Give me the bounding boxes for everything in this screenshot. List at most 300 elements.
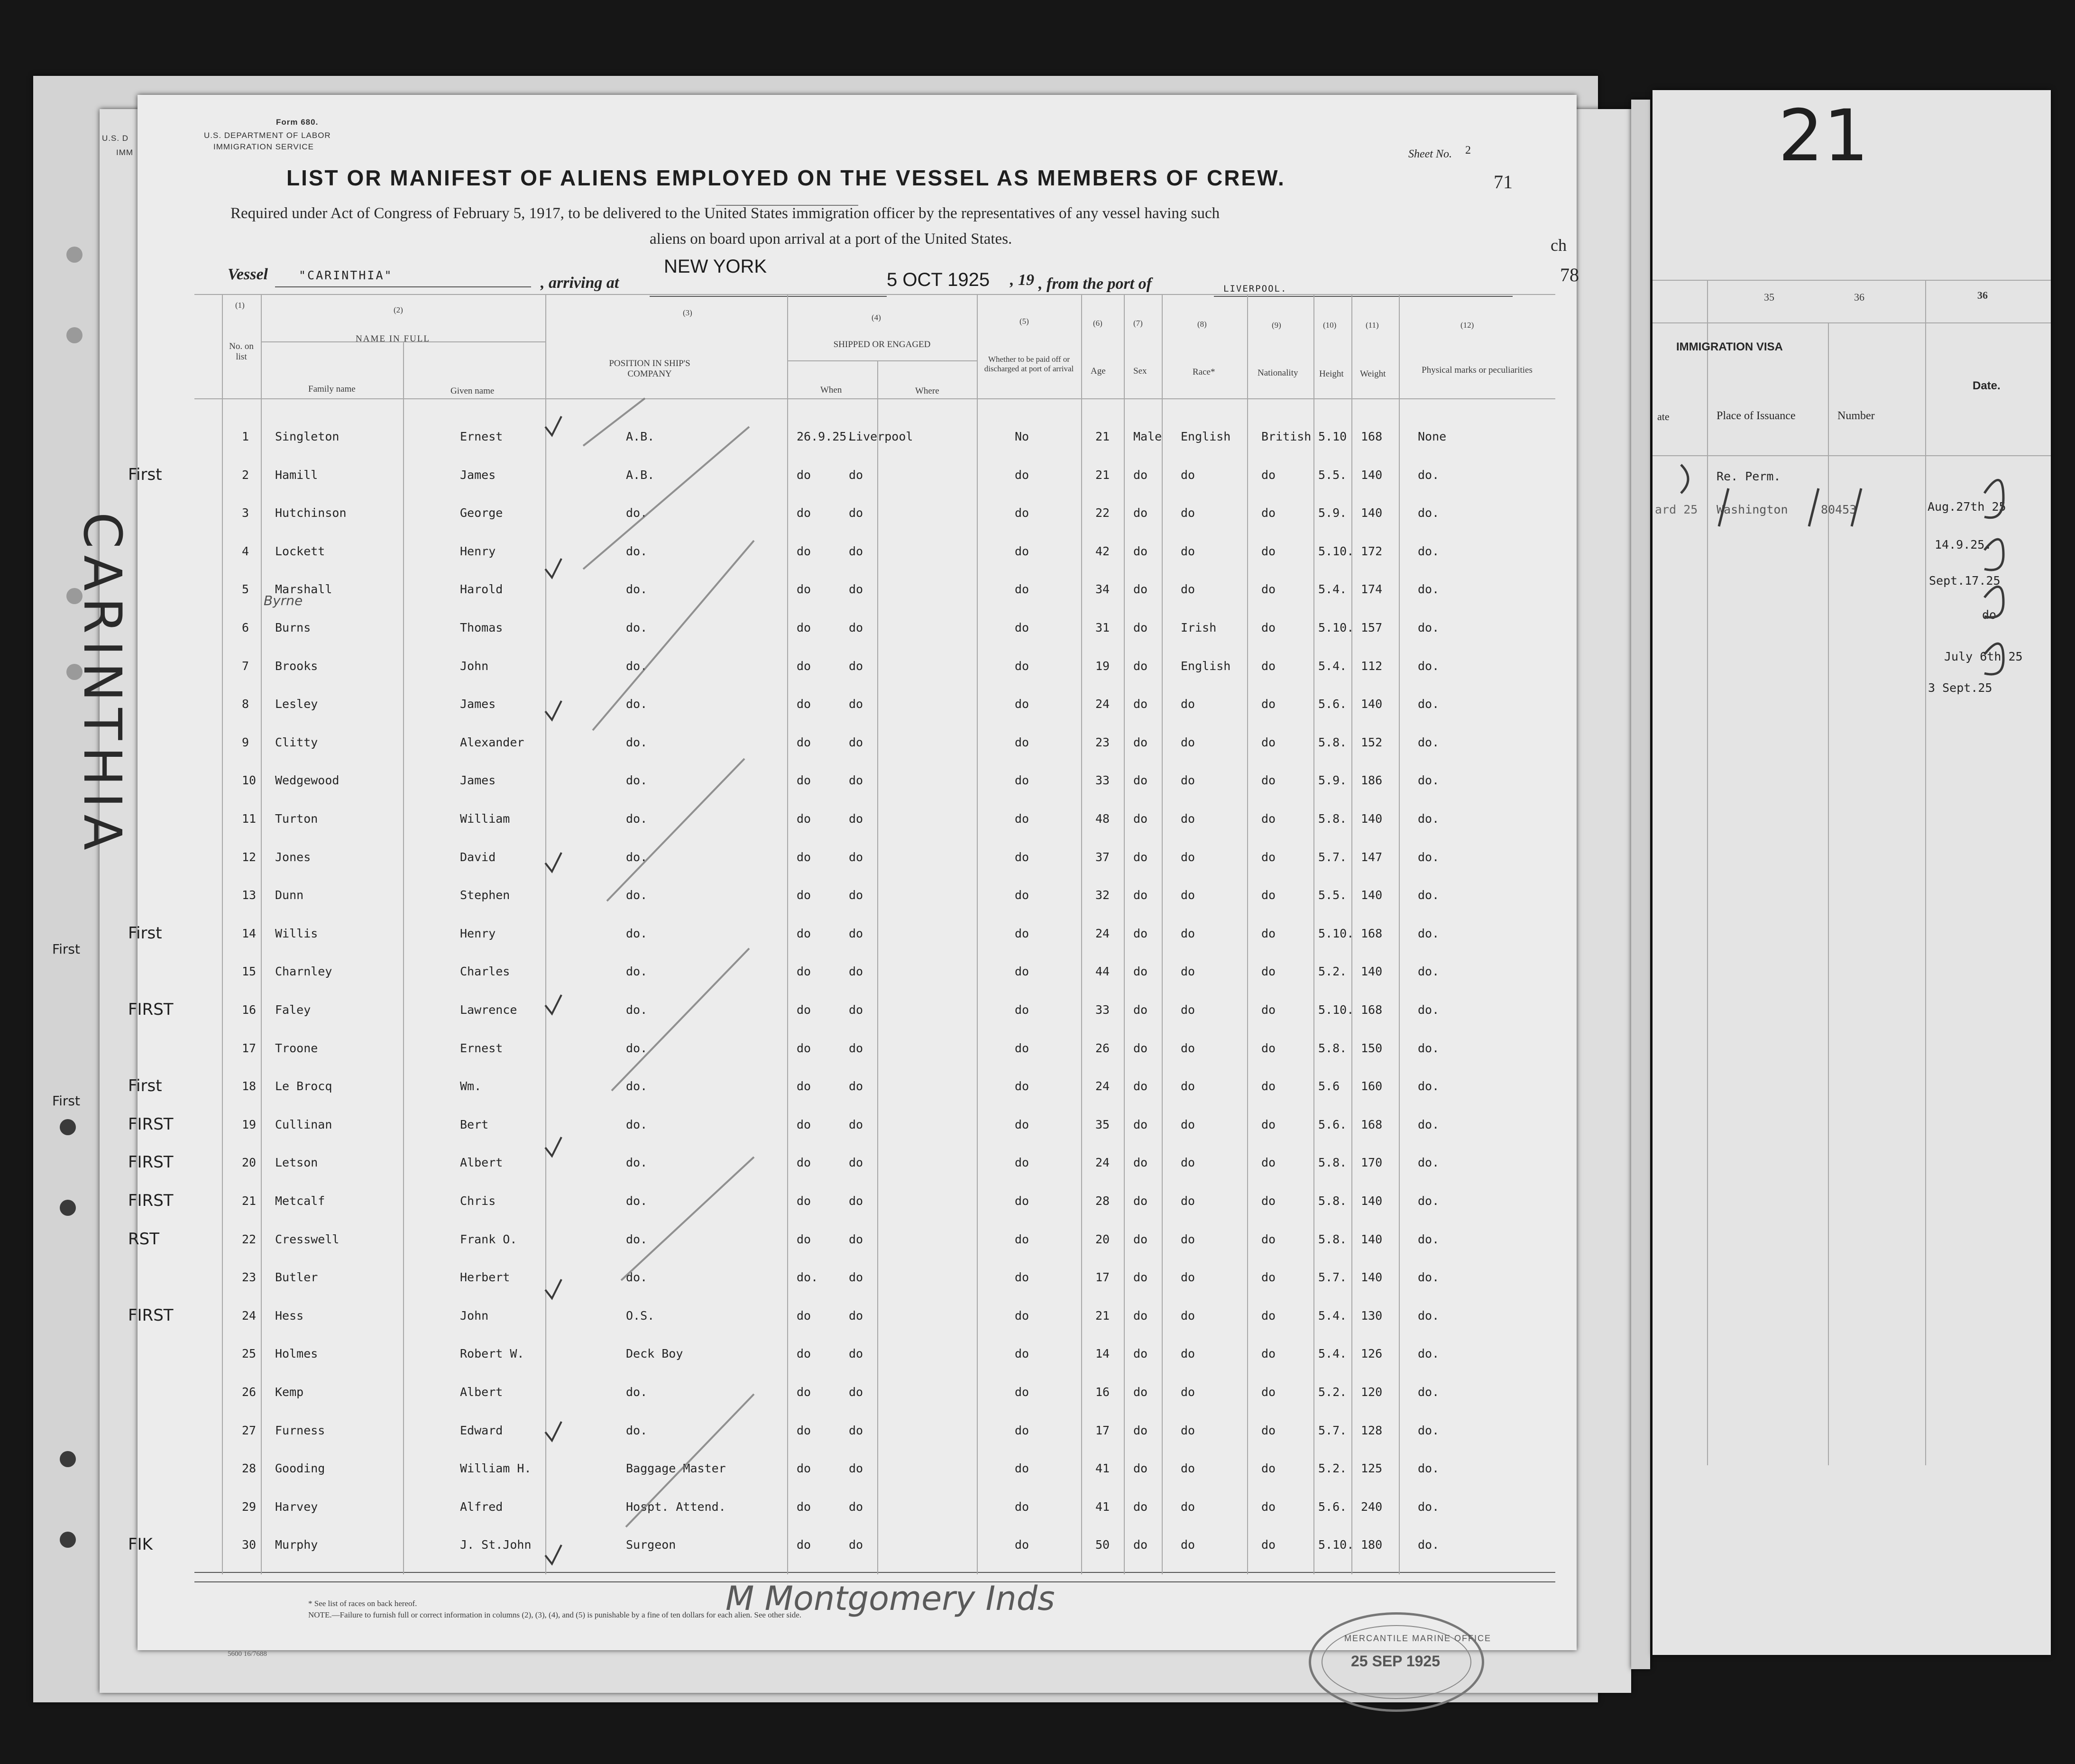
cell-marks: do. xyxy=(1418,1117,1440,1131)
cell-no: 8 xyxy=(242,697,249,711)
cell-nationality: do xyxy=(1261,735,1276,749)
margin-note: FIRST xyxy=(128,1191,174,1210)
edge-fragment: IMM xyxy=(116,148,134,157)
binder-hole xyxy=(66,327,83,343)
col-num: (5) xyxy=(1019,317,1029,326)
cell-position: do. xyxy=(626,926,648,940)
cell-position: do. xyxy=(626,1194,648,1208)
cell-given: Robert W. xyxy=(460,1347,524,1361)
cell-family: Gooding xyxy=(275,1461,325,1476)
cell-height: 5.4. xyxy=(1318,659,1347,673)
cell-weight: 147 xyxy=(1361,850,1383,864)
cell-where: do xyxy=(849,697,863,711)
cell-weight: 168 xyxy=(1361,1003,1383,1017)
cell-family: Brooks xyxy=(275,659,318,673)
cell-where: do xyxy=(849,1385,863,1399)
cell-weight: 180 xyxy=(1361,1538,1383,1552)
cell-weight: 140 xyxy=(1361,1270,1383,1285)
cell-sex: do xyxy=(1133,468,1148,482)
cell-age: 42 xyxy=(1095,544,1110,558)
cell-sex: do xyxy=(1133,1347,1148,1361)
cell-when: 26.9.25. xyxy=(797,430,854,443)
mercantile-marine-stamp xyxy=(1309,1612,1492,1712)
col-num: (8) xyxy=(1197,320,1207,329)
header-position: POSITION IN SHIP'S COMPANY xyxy=(609,358,690,379)
margin-note-first: First xyxy=(52,941,80,957)
vessel-name: "CARINTHIA" xyxy=(299,268,393,282)
col-num: (6) xyxy=(1093,319,1102,328)
cell-race: do xyxy=(1181,1117,1195,1131)
cell-where: do xyxy=(849,1003,863,1017)
header-physical-marks: Physical marks or peculiarities xyxy=(1422,365,1533,375)
cell-no: 16 xyxy=(242,1003,257,1017)
cell-when: do xyxy=(797,1499,811,1514)
col-num: (11) xyxy=(1366,321,1379,330)
cell-position: do. xyxy=(626,850,648,864)
department-name: U.S. DEPARTMENT OF LABOR xyxy=(204,131,331,140)
manifest-title: LIST OR MANIFEST OF ALIENS EMPLOYED ON THE VESSEL AS MEMBERS OF CREW. xyxy=(286,165,1285,190)
margin-note-first: First xyxy=(52,1093,80,1109)
cell-height: 5.2. xyxy=(1318,1385,1347,1399)
cell-paid: do xyxy=(1015,1079,1029,1093)
header-given-name: Given name xyxy=(450,386,495,396)
cell-when: do xyxy=(797,468,811,482)
cell-paid: do xyxy=(1015,888,1029,902)
cell-given: James xyxy=(460,773,496,788)
cell-family: Holmes xyxy=(275,1347,318,1361)
binding-edge xyxy=(1631,100,1650,1669)
visa-date: do xyxy=(1982,608,1997,622)
cell-marks: do. xyxy=(1418,582,1440,597)
cell-given: Thomas xyxy=(460,621,503,634)
visa-date: 14.9.25. xyxy=(1935,538,1992,551)
cell-nationality: do xyxy=(1261,468,1276,482)
cell-paid: do xyxy=(1015,1308,1029,1323)
cell-age: 26 xyxy=(1095,1041,1110,1055)
cell-age: 17 xyxy=(1095,1423,1110,1437)
cell-position: do. xyxy=(626,1041,648,1055)
cell-race: do xyxy=(1181,1347,1195,1361)
header-paid-off: Whether to be paid off or discharged at port of arrival xyxy=(984,355,1074,373)
cell-when: do xyxy=(797,888,811,902)
cell-race: do xyxy=(1181,735,1195,749)
cell-sex: do xyxy=(1133,1003,1148,1017)
margin-note: First xyxy=(128,923,162,943)
cell-nationality: do xyxy=(1261,773,1276,788)
cell-no: 22 xyxy=(242,1232,257,1246)
cell-no: 9 xyxy=(242,735,249,749)
cell-sex: do xyxy=(1133,697,1148,711)
cell-paid: do xyxy=(1015,1499,1029,1514)
cell-race: do xyxy=(1181,1385,1195,1399)
margin-note: FIK xyxy=(128,1535,153,1554)
cell-where: do xyxy=(849,1308,863,1323)
cell-sex: do xyxy=(1133,1270,1148,1285)
header-nationality: Nationality xyxy=(1258,368,1298,378)
cell-nationality: do xyxy=(1261,1461,1276,1476)
cell-given: Albert xyxy=(460,1385,503,1399)
cell-given: Herbert xyxy=(460,1270,510,1285)
cell-race: do xyxy=(1181,1041,1195,1055)
cell-marks: do. xyxy=(1418,544,1440,558)
cell-marks: None xyxy=(1418,430,1447,443)
cell-sex: do xyxy=(1133,850,1148,864)
cell-family: Hess xyxy=(275,1308,304,1323)
cell-sex: do xyxy=(1133,544,1148,558)
header-weight: Weight xyxy=(1360,369,1386,379)
cell-paid: do xyxy=(1015,582,1029,597)
cell-age: 16 xyxy=(1095,1385,1110,1399)
cell-family: Hutchinson xyxy=(275,506,347,520)
header-family-name: Family name xyxy=(308,384,356,394)
cell-where: do xyxy=(849,926,863,940)
cell-position: do. xyxy=(626,621,648,634)
cell-marks: do. xyxy=(1418,1041,1440,1055)
cell-family: Furness xyxy=(275,1423,325,1437)
cell-race: English xyxy=(1181,430,1231,443)
cell-no: 6 xyxy=(242,621,249,634)
cell-no: 7 xyxy=(242,659,249,673)
header-race: Race* xyxy=(1193,367,1215,377)
cell-when: do xyxy=(797,506,811,520)
cell-marks: do. xyxy=(1418,926,1440,940)
margin-note: RST xyxy=(128,1229,159,1249)
cell-given: William H. xyxy=(460,1461,532,1476)
cell-paid: do xyxy=(1015,1385,1029,1399)
cell-no: 3 xyxy=(242,506,249,520)
cell-when: do xyxy=(797,1308,811,1323)
cell-nationality: do xyxy=(1261,1499,1276,1514)
cell-no: 11 xyxy=(242,812,257,826)
cell-family: Metcalf xyxy=(275,1194,325,1208)
cell-where: do xyxy=(849,659,863,673)
cell-position: do. xyxy=(626,1117,648,1131)
footer-note: NOTE.—Failure to furnish full or correct information in columns (2), (3), (4), and (5) is punishable by a fine of ten dollars for each alien. See other side. xyxy=(308,1610,802,1619)
cell-family: Faley xyxy=(275,1003,311,1017)
cell-no: 1 xyxy=(242,430,249,443)
cell-sex: do xyxy=(1133,1499,1148,1514)
cell-marks: do. xyxy=(1418,1538,1440,1552)
col-num: 35 xyxy=(1764,291,1774,303)
cell-no: 12 xyxy=(242,850,257,864)
cell-height: 5.8. xyxy=(1318,735,1347,749)
cell-when: do xyxy=(797,1156,811,1170)
page-number: 71 xyxy=(1494,171,1513,193)
col-num: (1) xyxy=(235,301,245,310)
cell-height: 5.4. xyxy=(1318,1308,1347,1323)
cell-family: Dunn xyxy=(275,888,304,902)
cell-where: do xyxy=(849,506,863,520)
cell-family: Turton xyxy=(275,812,318,826)
cell-where: Liverpool xyxy=(849,430,913,443)
cell-height: 5.10. xyxy=(1318,926,1354,940)
cell-family: Wedgewood xyxy=(275,773,340,788)
cell-sex: do xyxy=(1133,1385,1148,1399)
cell-where: do xyxy=(849,1156,863,1170)
col-num: (10) xyxy=(1323,321,1337,330)
cell-given: Henry xyxy=(460,926,496,940)
cell-when: do xyxy=(797,1347,811,1361)
cell-when: do. xyxy=(797,1270,818,1285)
binder-hole xyxy=(66,247,83,263)
cell-position: do. xyxy=(626,697,648,711)
visa-place: Washington xyxy=(1717,503,1788,516)
cell-given: Lawrence xyxy=(460,1003,517,1017)
cell-given: David xyxy=(460,850,496,864)
cell-race: do xyxy=(1181,812,1195,826)
cell-race: do xyxy=(1181,850,1195,864)
cell-paid: do xyxy=(1015,697,1029,711)
cell-paid: do xyxy=(1015,1041,1029,1055)
cell-race: Irish xyxy=(1181,621,1217,634)
cell-age: 48 xyxy=(1095,812,1110,826)
cell-family: Harvey xyxy=(275,1499,318,1514)
cell-age: 34 xyxy=(1095,582,1110,597)
cell-weight: 130 xyxy=(1361,1308,1383,1323)
cell-family: Singleton xyxy=(275,430,340,443)
cell-paid: do xyxy=(1015,1117,1029,1131)
cell-when: do xyxy=(797,965,811,979)
cell-given: Frank O. xyxy=(460,1232,517,1246)
cell-weight: 140 xyxy=(1361,506,1383,520)
cell-height: 5.7. xyxy=(1318,1423,1347,1437)
cell-paid: No xyxy=(1015,430,1029,443)
cell-marks: do. xyxy=(1418,1347,1440,1361)
header-name-in-full: NAME IN FULL xyxy=(356,334,430,344)
cell-when: do xyxy=(797,582,811,597)
cell-where: do xyxy=(849,965,863,979)
cell-no: 15 xyxy=(242,965,257,979)
cell-height: 5.10 xyxy=(1318,430,1347,443)
cell-sex: do xyxy=(1133,926,1148,940)
cell-position: Baggage Master xyxy=(626,1461,726,1476)
cell-weight: 140 xyxy=(1361,1232,1383,1246)
cell-no: 26 xyxy=(242,1385,257,1399)
cell-given: Albert xyxy=(460,1156,503,1170)
year-suffix: , 19 xyxy=(1010,271,1034,289)
cell-race: do xyxy=(1181,1461,1195,1476)
cell-given: James xyxy=(460,697,496,711)
cell-where: do xyxy=(849,1079,863,1093)
cell-no: 4 xyxy=(242,544,249,558)
visa-date: Sept.17.25 xyxy=(1929,574,2001,588)
manifest-sheet xyxy=(128,95,1577,1658)
cell-race: do xyxy=(1181,1270,1195,1285)
cell-position: Hospt. Attend. xyxy=(626,1499,726,1514)
cell-marks: do. xyxy=(1418,1461,1440,1476)
cell-family: Letson xyxy=(275,1156,318,1170)
header-shipped: SHIPPED OR ENGAGED xyxy=(833,340,931,349)
cell-age: 24 xyxy=(1095,697,1110,711)
cell-height: 5.8. xyxy=(1318,1232,1347,1246)
cell-given: J. St.John xyxy=(460,1538,532,1552)
cell-given: George xyxy=(460,506,503,520)
cell-when: do xyxy=(797,1538,811,1552)
cell-nationality: do xyxy=(1261,965,1276,979)
cell-height: 5.4. xyxy=(1318,1347,1347,1361)
cell-where: do xyxy=(849,1347,863,1361)
cell-height: 5.6 xyxy=(1318,1079,1340,1093)
cell-nationality: do xyxy=(1261,697,1276,711)
cell-marks: do. xyxy=(1418,850,1440,864)
cell-where: do xyxy=(849,1117,863,1131)
cell-sex: do xyxy=(1133,1423,1148,1437)
cell-where: do xyxy=(849,1423,863,1437)
cell-when: do xyxy=(797,1232,811,1246)
cell-given: John xyxy=(460,1308,489,1323)
cell-when: do xyxy=(797,926,811,940)
cell-age: 19 xyxy=(1095,659,1110,673)
cell-no: 13 xyxy=(242,888,257,902)
cell-given: Edward xyxy=(460,1423,503,1437)
margin-note: FIRST xyxy=(128,1114,174,1134)
cell-nationality: do xyxy=(1261,1270,1276,1285)
cell-position: do. xyxy=(626,1156,648,1170)
cell-height: 5.5. xyxy=(1318,888,1347,902)
cell-given: Alexander xyxy=(460,735,524,749)
cell-nationality: do xyxy=(1261,812,1276,826)
col-num: (3) xyxy=(683,308,692,317)
cell-marks: do. xyxy=(1418,468,1440,482)
visa-ate-header: ate xyxy=(1657,411,1670,423)
cell-family: Clitty xyxy=(275,735,318,749)
cell-race: do xyxy=(1181,506,1195,520)
cell-when: do xyxy=(797,1041,811,1055)
cell-paid: do xyxy=(1015,1270,1029,1285)
cell-race: do xyxy=(1181,1232,1195,1246)
stamp-date: 25 SEP 1925 xyxy=(1351,1653,1441,1670)
cell-family: Cullinan xyxy=(275,1117,332,1131)
cell-race: do xyxy=(1181,1079,1195,1093)
cell-weight: 168 xyxy=(1361,430,1383,443)
cell-family: Butler xyxy=(275,1270,318,1285)
cell-position: do. xyxy=(626,659,648,673)
cell-age: 37 xyxy=(1095,850,1110,864)
footnote-races: * See list of races on back hereof. xyxy=(308,1599,417,1608)
cell-when: do xyxy=(797,1117,811,1131)
cell-age: 20 xyxy=(1095,1232,1110,1246)
cell-nationality: do xyxy=(1261,1041,1276,1055)
cell-given: Harold xyxy=(460,582,503,597)
cell-age: 17 xyxy=(1095,1270,1110,1285)
cell-weight: 140 xyxy=(1361,468,1383,482)
cell-marks: do. xyxy=(1418,965,1440,979)
handwritten-correction: Byrne xyxy=(264,593,303,608)
cell-age: 23 xyxy=(1095,735,1110,749)
cell-sex: do xyxy=(1133,1232,1148,1246)
cell-sex: do xyxy=(1133,888,1148,902)
visa-date: 3 Sept.25 xyxy=(1928,681,1992,695)
cell-no: 29 xyxy=(242,1499,257,1514)
cell-height: 5.10. xyxy=(1318,621,1354,634)
cell-when: do xyxy=(797,544,811,558)
cell-where: do xyxy=(849,1232,863,1246)
cell-height: 5.8. xyxy=(1318,1041,1347,1055)
cell-race: do xyxy=(1181,468,1195,482)
cell-family: Hamill xyxy=(275,468,318,482)
cell-paid: do xyxy=(1015,850,1029,864)
cell-no: 17 xyxy=(242,1041,257,1055)
cell-weight: 140 xyxy=(1361,1194,1383,1208)
cell-nationality: do xyxy=(1261,1232,1276,1246)
cell-family: Troone xyxy=(275,1041,318,1055)
cell-nationality: do xyxy=(1261,1538,1276,1552)
cell-race: do xyxy=(1181,1003,1195,1017)
cell-height: 5.8. xyxy=(1318,812,1347,826)
cell-when: do xyxy=(797,735,811,749)
col-num: (12) xyxy=(1460,321,1474,330)
cell-age: 28 xyxy=(1095,1194,1110,1208)
subtitle-line-2: aliens on board upon arrival at a port of the United States. xyxy=(650,230,1012,248)
arriving-label: , arriving at xyxy=(541,274,619,292)
cell-marks: do. xyxy=(1418,1156,1440,1170)
place-of-issuance-header: Place of Issuance xyxy=(1717,410,1796,422)
port-from: LIVERPOOL. xyxy=(1223,284,1287,294)
cell-sex: do xyxy=(1133,1041,1148,1055)
cell-race: do xyxy=(1181,1156,1195,1170)
cell-age: 22 xyxy=(1095,506,1110,520)
cell-given: Chris xyxy=(460,1194,496,1208)
cell-age: 33 xyxy=(1095,1003,1110,1017)
cell-sex: do xyxy=(1133,1156,1148,1170)
visa-date: July 6th 25 xyxy=(1944,650,2023,663)
cell-paid: do xyxy=(1015,1423,1029,1437)
cell-where: do xyxy=(849,582,863,597)
cell-where: do xyxy=(849,1461,863,1476)
cell-family: Lockett xyxy=(275,544,325,558)
cell-sex: do xyxy=(1133,659,1148,673)
cell-no: 24 xyxy=(242,1308,257,1323)
header-where: Where xyxy=(915,386,939,396)
form-number: Form 680. xyxy=(276,118,319,127)
cell-weight: 150 xyxy=(1361,1041,1383,1055)
cell-nationality: do xyxy=(1261,850,1276,864)
cell-race: do xyxy=(1181,1423,1195,1437)
header-height: Height xyxy=(1319,369,1344,379)
cell-age: 14 xyxy=(1095,1347,1110,1361)
cell-sex: do xyxy=(1133,1079,1148,1093)
cell-when: do xyxy=(797,697,811,711)
stamp-text: MERCANTILE MARINE OFFICE xyxy=(1344,1634,1492,1643)
cell-marks: do. xyxy=(1418,735,1440,749)
cell-where: do xyxy=(849,773,863,788)
cell-weight: 140 xyxy=(1361,697,1383,711)
cell-where: do xyxy=(849,1194,863,1208)
cell-where: do xyxy=(849,850,863,864)
side-handwritten-vessel: CARINTHIA xyxy=(72,512,133,857)
right-visa-sheet xyxy=(1653,90,2051,1655)
visa-header-rule xyxy=(1653,322,2051,323)
cell-sex: do xyxy=(1133,1461,1148,1476)
cell-given: Alfred xyxy=(460,1499,503,1514)
cell-race: do xyxy=(1181,697,1195,711)
cell-sex: do xyxy=(1133,773,1148,788)
cell-no: 27 xyxy=(242,1423,257,1437)
cell-weight: 174 xyxy=(1361,582,1383,597)
cell-where: do xyxy=(849,621,863,634)
visa-fragment: ard 25 xyxy=(1655,503,1698,516)
cell-nationality: do xyxy=(1261,1194,1276,1208)
cell-nationality: do xyxy=(1261,1423,1276,1437)
cell-weight: 140 xyxy=(1361,812,1383,826)
cell-weight: 157 xyxy=(1361,621,1383,634)
cell-weight: 128 xyxy=(1361,1423,1383,1437)
cell-nationality: do xyxy=(1261,888,1276,902)
cell-weight: 240 xyxy=(1361,1499,1383,1514)
number-header: Number xyxy=(1837,410,1875,422)
cell-position: do. xyxy=(626,544,648,558)
cell-paid: do xyxy=(1015,1194,1029,1208)
